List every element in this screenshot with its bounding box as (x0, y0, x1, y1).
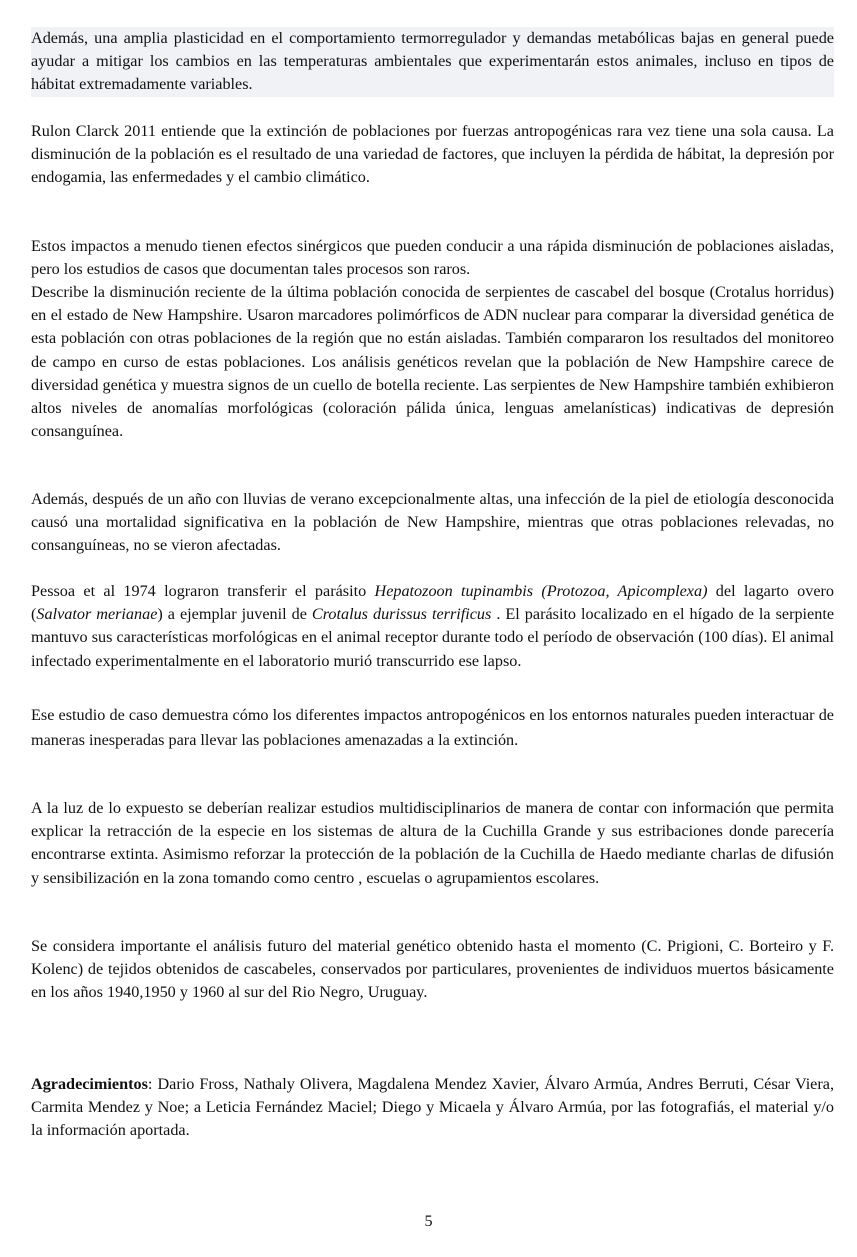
pessoa-text-1: Pessoa et al 1974 lograron transferir el parásito (31, 582, 375, 600)
paragraph-new-hampshire-decline: Describe la disminución reciente de la última población conocida de serpientes de cascabel del bosque (Crotalus horridus) en el estado de New Hampshire. Usaron marcadores polimórficos de ADN nuclear para comparar la diversidad genética de esta población con otras poblaciones de la región que no están aisladas. También compararon los resultados del monitoreo de campo en curso de estas poblaciones. Los análisis genéticos revelan que la población de New Hampshire carece de diversidad genética y muestra signos de un cuello de botella reciente. Las serpientes de New Hampshire también exhibieron altos niveles de anomalías morfológicas (coloración pálida única, lenguas amelanísticas) indicativas de depresión consanguínea. (31, 283, 834, 441)
species-salvator: Salvator merianae (36, 605, 158, 624)
paragraph-multidisciplinary: A la luz de lo expuesto se deberían realizar estudios multidisciplinarios de manera de contar con información que permita explicar la retracción de la especie en los sistemas de altura de la Cuchilla Grande y sus estribaciones donde parecería encontrarse extinta. Asimismo reforzar la protección de la población de la Cuchilla de Haedo mediante charlas de difusión y sensibilización en la zona tomando como centro , escuelas o agrupamientos escolares. (31, 799, 834, 887)
paragraph-pessoa-parasite (31, 580, 834, 673)
species-hepatozoon: Hepatozoon tupinambis (Protozoa, Apicomplexa) (374, 582, 708, 600)
paragraph-rulon-clarck: Rulon Clarck 2011 entiende que la extinción de poblaciones por fuerzas antropogénicas rara vez tiene una sola causa. La disminución de la población es el resultado de una variedad de factores, que incluyen la pérdida de hábitat, la depresión por endogamia, las enfermedades y el cambio climático. (31, 122, 834, 187)
pessoa-text-3: ) a ejemplar juvenil de (157, 605, 312, 624)
pessoa-text-2: del lagarto overo ( (31, 582, 835, 624)
paragraph-thermoregulation: Además, una amplia plasticidad en el comportamiento termorregulador y demandas metabólicas bajas en general puede ayudar a mitigar los cambios en las temperaturas ambientales que experimentarán estos animales, incluso en tipos de hábitat extremadamente variables. (31, 27, 834, 97)
pessoa-text-4: . El parásito localizado en el hígado de la serpiente mantuvo sus características morfológicas en el animal receptor durante todo el período de observación (100 días). El animal infectado experimentalmente en el laboratorio murió transcurrido ese lapso. (31, 605, 835, 670)
paragraph-genetic-analysis: Se considera importante el análisis futuro del material genético obtenido hasta el momento (C. Prigioni, C. Borteiro y F. Kolenc) de tejidos obtenidos de cascabeles, conservados por particulares, provenientes de individuos muertos básicamente en los años 1940,1950 y 1960 al sur del Rio Negro, Uruguay. (31, 937, 834, 1002)
species-crotalus: Crotalus durissus terrificus (311, 605, 492, 624)
acknowledgements-heading: Agradecimientos (31, 1075, 148, 1093)
page-number: 5 (424, 1212, 433, 1230)
acknowledgements-text: : Dario Fross, Nathaly Olivera, Magdalena Mendez Xavier, Álvaro Armúa, Andres Berruti, César Viera, Carmita Mendez y Noe; a Leticia Fernández Maciel; Diego y Micaela y Álvaro Armúa, por las fotografiás, el material y/o la información aportada. (31, 1075, 834, 1140)
paragraph-acknowledgements (31, 1073, 834, 1143)
paragraph-skin-infection: Además, después de un año con lluvias de verano excepcionalmente altas, una infección de la piel de etiología desconocida causó una mortalidad significativa en la población de New Hampshire, mientras que otras poblaciones relevadas, no consanguíneas, no se vieron afectadas. (31, 490, 834, 555)
paragraph-case-study: Ese estudio de caso demuestra cómo los diferentes impactos antropogénicos en los entornos naturales pueden interactuar de maneras inesperadas para llevar las poblaciones amenazadas a la extinción. (31, 706, 834, 749)
paragraph-synergistic-effects: Estos impactos a menudo tienen efectos sinérgicos que pueden conducir a una rápida disminución de poblaciones aisladas, pero los estudios de casos que documentan tales procesos son raros. (31, 237, 834, 279)
